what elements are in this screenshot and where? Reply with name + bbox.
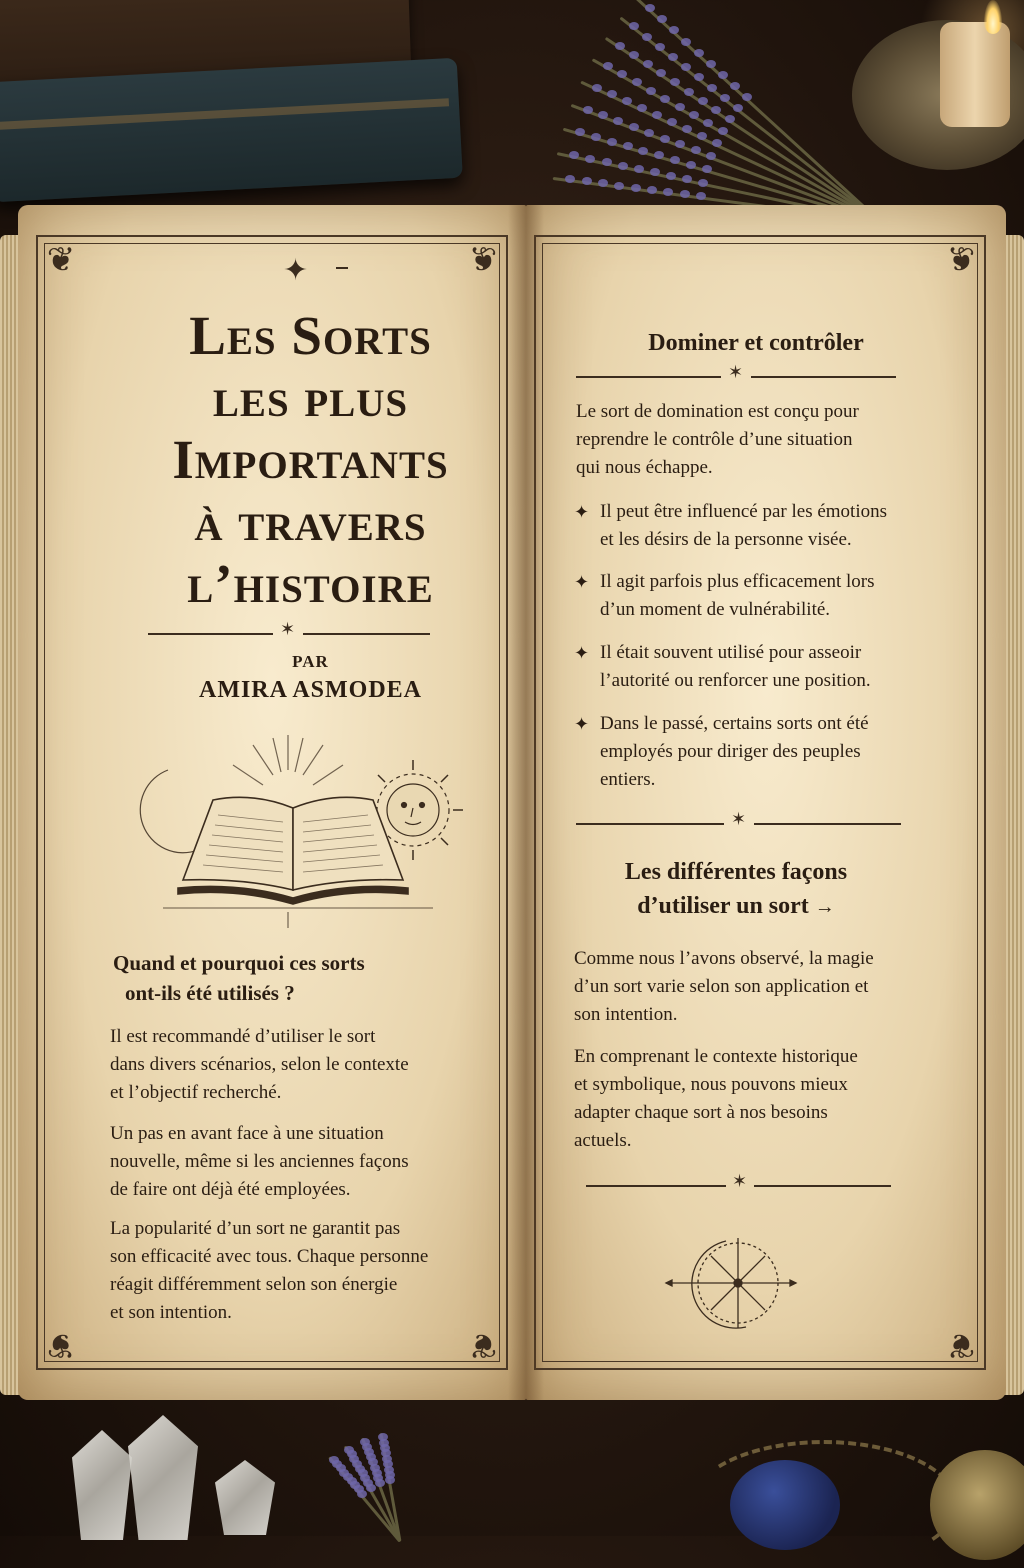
lavender-bud — [591, 133, 601, 141]
text-line: Il est recommandé d’utiliser le sort — [110, 1026, 376, 1047]
text-line: actuels. — [574, 1130, 632, 1151]
heading-line: Quand et pourquoi ces sorts — [113, 951, 365, 975]
moon-compass-icon — [656, 1223, 806, 1343]
text-line: et les désirs de la personne visée. — [600, 529, 852, 550]
text-line: employés pour diriger des peuples — [600, 741, 861, 762]
bronze-amulet — [930, 1450, 1024, 1560]
heading-line: Les différentes façons — [624, 859, 848, 885]
heading-facons — [566, 855, 906, 924]
lavender-bud — [607, 138, 617, 146]
section-divider — [586, 1171, 891, 1195]
book-title — [108, 305, 513, 615]
book-gutter — [508, 205, 544, 1400]
author-name: AMIRA ASMODEA — [198, 677, 422, 703]
quartz-crystal — [128, 1415, 198, 1540]
text-line: Il peut être influencé par les émotions — [600, 501, 888, 522]
quartz-crystal — [215, 1460, 275, 1535]
text-line: Dans le passé, certains sorts ont été — [600, 713, 869, 734]
section-divider — [576, 362, 896, 386]
lavender-bud — [360, 1438, 370, 1446]
paragraph — [574, 945, 959, 1029]
lavender-bud — [592, 84, 602, 92]
lavender-bud — [631, 184, 641, 192]
light-rays — [233, 735, 343, 785]
star-ornament-icon: ✶ — [280, 619, 296, 640]
text-line: l’autorité ou renforcer une position. — [600, 670, 871, 691]
bullet-item — [574, 710, 940, 794]
title-line: les plus — [212, 367, 409, 428]
lavender-bud — [702, 165, 712, 173]
lavender-bud — [618, 162, 628, 170]
ornament-corner-icon: ❦ — [46, 240, 76, 280]
text-line: adapter chaque sort à nos besoins — [574, 1102, 828, 1123]
lavender-bud — [698, 97, 708, 105]
text-line: dans divers scénarios, selon le contexte — [110, 1054, 409, 1075]
paragraph — [110, 1120, 490, 1204]
text-line: son intention. — [574, 1004, 678, 1025]
title-line: l’histoire — [187, 553, 434, 614]
old-book-bottom — [0, 58, 463, 202]
lavender-bud — [344, 1446, 354, 1454]
text-line: Le sort de domination est conçu pour — [576, 401, 859, 422]
lavender-bud — [684, 88, 694, 96]
lavender-bud — [582, 177, 592, 185]
lavender-bud — [691, 146, 701, 154]
star-ornament-icon: ✶ — [728, 362, 744, 383]
lavender-bud — [329, 1456, 339, 1464]
lavender-bud — [720, 94, 730, 102]
candle — [940, 22, 1010, 127]
bullet-item — [574, 498, 940, 554]
text-line: de faire ont déjà été employées. — [110, 1179, 351, 1200]
lavender-bud — [602, 158, 612, 166]
lavender-bud — [583, 106, 593, 114]
sparkle-bullet-icon: ✦ — [574, 643, 590, 663]
bullet-item — [574, 568, 940, 624]
title-line: Importants — [172, 429, 449, 490]
title-line: à travers — [194, 491, 427, 552]
paragraph — [110, 1215, 500, 1327]
crescent-moon-icon — [140, 770, 198, 853]
lavender-bud — [643, 60, 653, 68]
lavender-bud — [718, 71, 728, 79]
lavender-bud — [660, 95, 670, 103]
left-page — [18, 205, 526, 1400]
heading-line: ont-ils été utilisés ? — [125, 981, 295, 1005]
sparkle-bullet-icon: ✦ — [574, 502, 590, 522]
lavender-bud — [712, 139, 722, 147]
lapis-stone — [730, 1460, 840, 1550]
star-ornament-icon: ✦ — [283, 253, 309, 288]
lavender-bud — [629, 51, 639, 59]
quartz-crystal — [72, 1430, 132, 1540]
lavender-bud — [660, 135, 670, 143]
ornament-corner-icon: ❦ — [468, 1325, 498, 1365]
title-divider — [148, 619, 430, 643]
heading-line-text: d’utiliser un sort — [637, 893, 809, 919]
text-line: reprendre le contrôle d’une situation — [576, 429, 853, 450]
lavender-bud — [378, 1433, 388, 1441]
text-line: entiers. — [600, 769, 656, 790]
lavender-bud — [670, 156, 680, 164]
lavender-bud — [718, 127, 728, 135]
section-divider — [576, 809, 901, 833]
ornament-corner-icon: ❦ — [946, 1325, 976, 1365]
arrow-icon: → — [814, 896, 835, 918]
ornament-corner-icon: ❦ — [468, 240, 498, 280]
lavender-bud — [694, 49, 704, 57]
lavender-bud — [666, 172, 676, 180]
lavender-bud — [675, 103, 685, 111]
by-label: PAR — [292, 652, 329, 671]
lavender-bundle-bottom — [300, 1430, 440, 1540]
text-line: d’un moment de vulnérabilité. — [600, 599, 831, 620]
open-book-icon — [178, 797, 408, 904]
lavender-bud — [707, 84, 717, 92]
ornament-corner-icon: ❦ — [46, 1325, 76, 1365]
star-ornament-icon: ✶ — [731, 809, 747, 830]
lavender-bud — [686, 161, 696, 169]
paragraph — [110, 1023, 490, 1107]
text-line: son efficacité avec tous. Chaque personne — [110, 1246, 429, 1267]
right-page — [526, 205, 1006, 1400]
lavender-bud — [697, 132, 707, 140]
lavender-bud — [682, 125, 692, 133]
lavender-bud — [681, 38, 691, 46]
text-line: Un pas en avant face à une situation — [110, 1123, 384, 1144]
ornament-corner-icon: ❦ — [946, 240, 976, 280]
lavender-bud — [634, 165, 644, 173]
heading-line — [566, 889, 906, 924]
text-line: En comprenant le contexte historique — [574, 1046, 858, 1067]
lavender-bud — [646, 87, 656, 95]
lavender-bud — [706, 60, 716, 68]
section-heading — [113, 948, 493, 1008]
text-line: Il agit parfois plus efficacement lors — [600, 571, 875, 592]
lavender-bud — [680, 190, 690, 198]
text-line: qui nous échappe. — [576, 457, 713, 478]
lavender-bud — [647, 186, 657, 194]
star-ornament-icon: ✶ — [732, 1171, 748, 1192]
text-line: et symbolique, nous pouvons mieux — [574, 1074, 848, 1095]
sparkle-bullet-icon: ✦ — [574, 714, 590, 734]
book-moon-sun-illustration — [123, 730, 473, 930]
text-line: réagit différemment selon son énergie — [110, 1274, 398, 1295]
paragraph — [574, 1043, 959, 1155]
title-line: Les Sorts — [189, 305, 432, 366]
lavender-bud — [629, 123, 639, 131]
lavender-bud — [614, 182, 624, 190]
text-line: et l’objectif recherché. — [110, 1082, 282, 1103]
text-line: et son intention. — [110, 1302, 232, 1323]
lavender-bud — [698, 179, 708, 187]
open-book — [0, 205, 1024, 1415]
text-line: nouvelle, même si les anciennes façons — [110, 1151, 409, 1172]
text-line: Comme nous l’avons observé, la magie — [574, 948, 874, 969]
sparkle-bullet-icon: ✦ — [574, 572, 590, 592]
text-line: d’un sort varie selon son application et — [574, 976, 869, 997]
lavender-bud — [642, 33, 652, 41]
lavender-bud — [689, 111, 699, 119]
text-line: Il était souvent utilisé pour asseoir — [600, 642, 862, 663]
intro-paragraph — [576, 398, 956, 482]
lavender-bud — [623, 142, 633, 150]
bullet-item — [574, 639, 940, 695]
lavender-bundle-top — [520, 0, 900, 230]
text-line: La popularité d’un sort ne garantit pas — [110, 1218, 401, 1239]
dash-ornament — [336, 267, 348, 269]
stacked-old-books — [0, 0, 470, 210]
heading-dominer: Dominer et contrôler — [648, 330, 864, 356]
